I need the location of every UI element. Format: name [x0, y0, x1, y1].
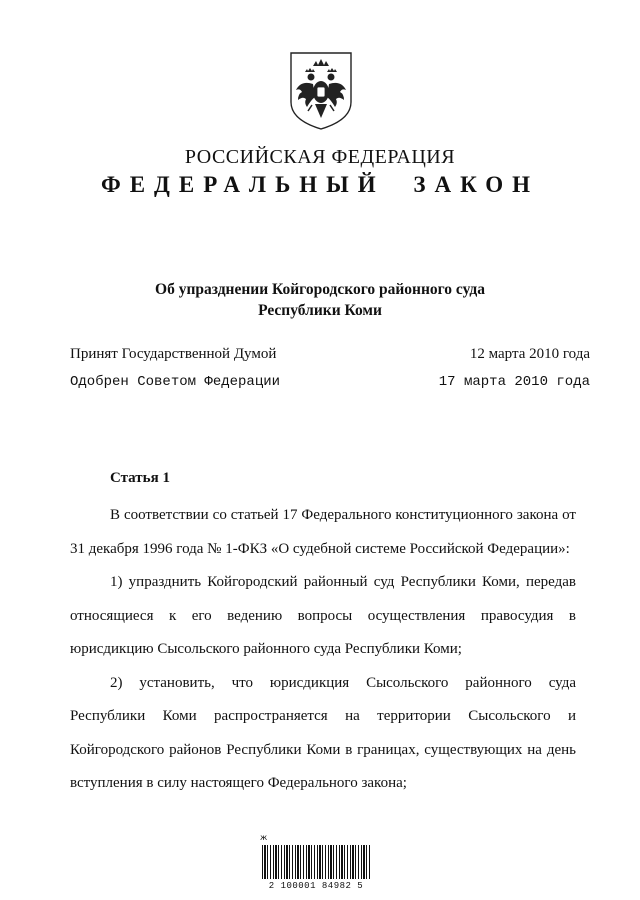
coat-of-arms-icon: [287, 50, 355, 132]
barcode-mark: ж: [260, 833, 268, 842]
council-approval-row: [70, 374, 590, 396]
article-heading: Статья 1: [110, 470, 170, 486]
article-paragraph: 1) упразднить Койгородский районный суд Республики Коми, передав относящиеся к его ведению вопросы осуществления правосудия в юрисдикцию Сысольского районного суда Республики Коми;: [70, 574, 576, 657]
barcode-bars: [262, 845, 370, 879]
law-title-line-1: Об упразднении Койгородского районного суда: [155, 281, 485, 298]
council-date: 17 марта 2010 года: [438, 374, 590, 390]
article-paragraph: 2) установить, что юрисдикция Сысольского районного суда Республики Коми распространяется на территории Сысольского и Койгородского районов Республики Коми в границах, существующих на день вступления в силу настоящего Федерального закона;: [70, 674, 576, 791]
article-body: [70, 499, 576, 801]
council-label: Одобрен Советом Федерации: [70, 374, 281, 390]
country-name: РОССИЙСКАЯ ФЕДЕРАЦИЯ: [184, 146, 456, 168]
barcode-number: 2 100001 84982 5: [268, 881, 364, 891]
duma-adoption-row: [70, 346, 590, 368]
duma-label: Принят Государственной Думой: [70, 346, 277, 362]
barcode: [256, 833, 376, 893]
duma-date: 12 марта 2010 года: [469, 346, 590, 362]
law-title-line-2: Республики Коми: [258, 302, 382, 319]
article-paragraph: В соответствии со статьей 17 Федерального конституционного закона от 31 декабря 1996 года № 1-ФКЗ «О судебной системе Российской Федерации»:: [70, 507, 576, 557]
law-type: ФЕДЕРАЛЬНЫЙ ЗАКОН: [100, 172, 540, 197]
law-title: [100, 279, 540, 321]
